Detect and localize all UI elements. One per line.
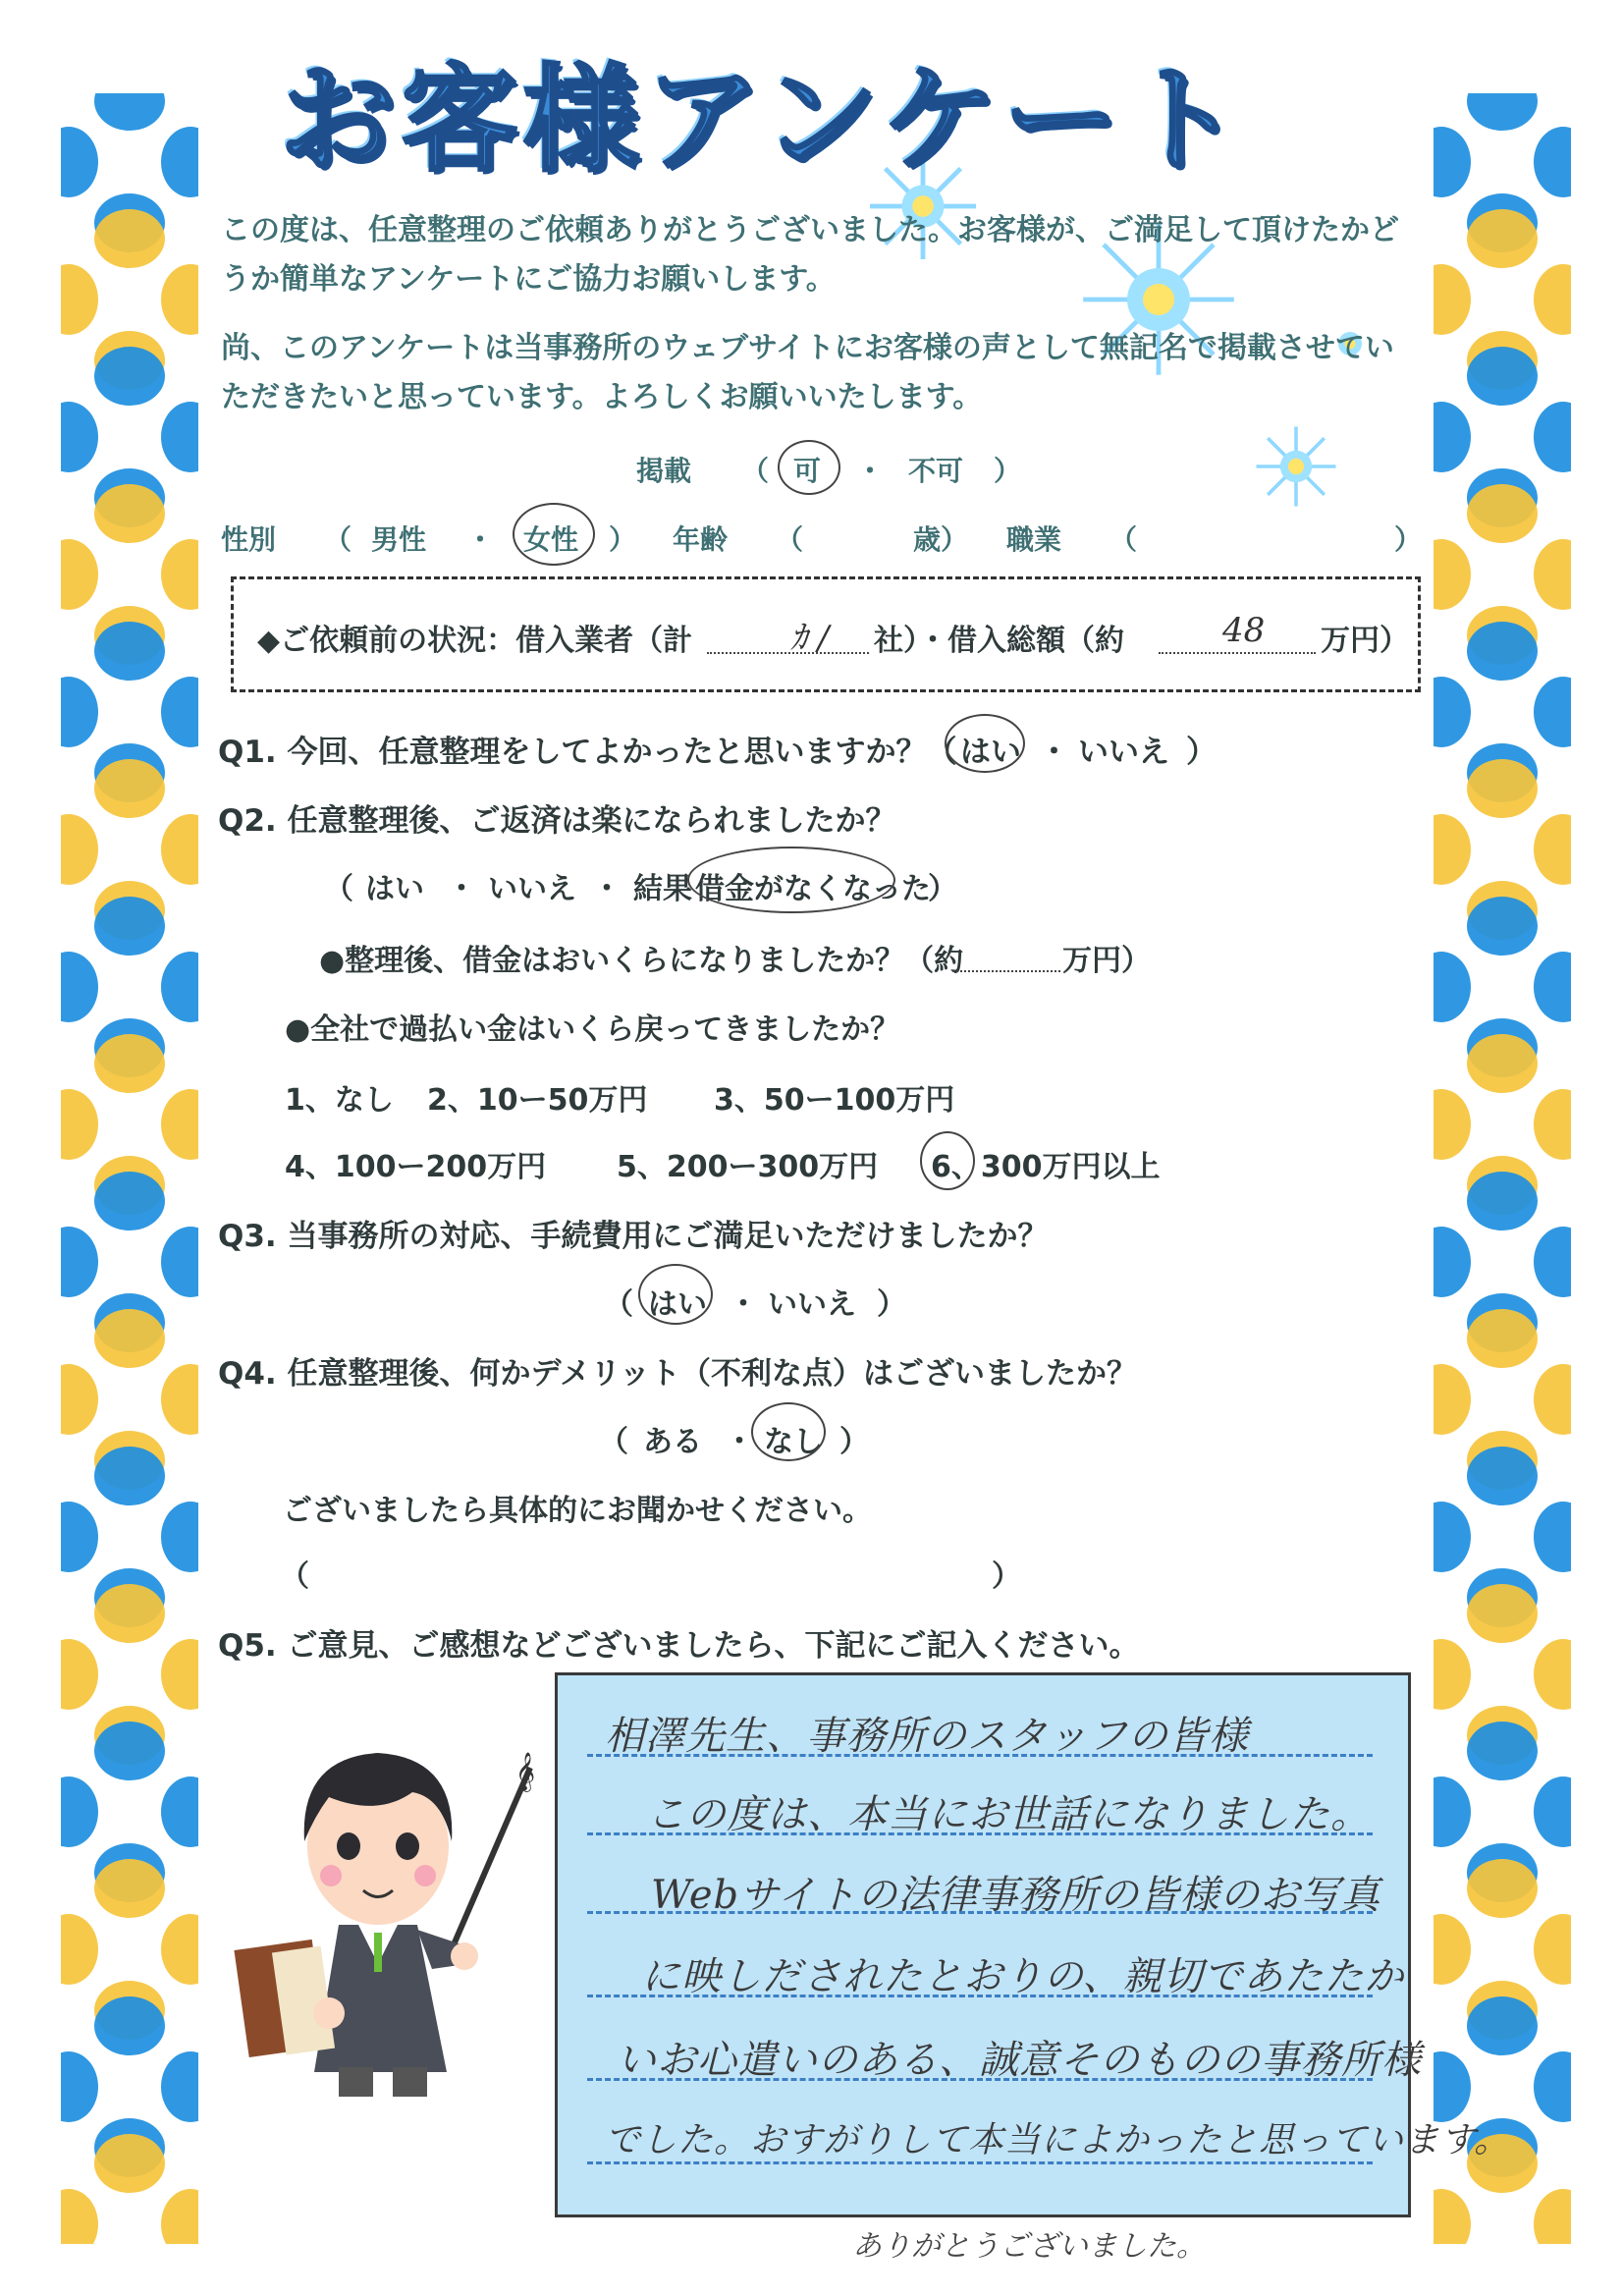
- amount-value: 48: [1222, 611, 1266, 650]
- q2-yes-option[interactable]: はい: [365, 872, 424, 906]
- paren: （: [741, 455, 770, 487]
- q4-text: Q4. 任意整理後、何かデメリット（不利な点）はございましたか？: [218, 1356, 1138, 1392]
- petal-ornament: [61, 2134, 198, 2244]
- intro-line: この度は、任意整理のご依頼ありがとうございました。お客様が、ご満足して頂けたかど: [221, 213, 1399, 247]
- comment-line: Webサイトの法律事務所の皆様のお写真: [651, 1873, 1381, 1918]
- q2-remaining: ●整理後、借金はおいくらになりましたか？（約: [319, 944, 964, 978]
- paren: ）: [994, 455, 1022, 487]
- q2-refund: ●全社で過払い金はいくら戻ってきましたか？: [285, 1012, 900, 1047]
- gender-female-option[interactable]: 女性: [523, 523, 579, 556]
- paren: ）: [609, 523, 637, 556]
- svg-text:𝄞: 𝄞: [515, 1752, 536, 1791]
- comment-textarea[interactable]: [555, 1672, 1511, 2217]
- refund-option[interactable]: 3、50ー100万円: [714, 1083, 955, 1118]
- q2-no-option[interactable]: いいえ: [488, 872, 576, 906]
- separator: ・: [466, 523, 495, 556]
- paren: ）: [877, 1287, 906, 1322]
- remaining-field[interactable]: [952, 970, 1060, 972]
- age-unit: 歳）: [913, 523, 969, 556]
- selection-circle: [945, 714, 1025, 773]
- age-label: 年齢: [673, 523, 729, 556]
- paren: （: [604, 1287, 633, 1322]
- selection-circle: [687, 847, 895, 913]
- q2-text: Q2. 任意整理後、ご返済は楽になられましたか？: [218, 803, 896, 839]
- sparkle-icon: [1252, 422, 1340, 511]
- job-label: 職業: [1006, 523, 1062, 556]
- paren: （: [1109, 523, 1138, 556]
- refund-option[interactable]: 2、10ー50万円: [427, 1083, 648, 1118]
- amount-unit: 万円）: [1321, 624, 1409, 658]
- companies-field[interactable]: [707, 652, 869, 654]
- selection-circle: [751, 1402, 826, 1461]
- comment-line: いお心遣いのある、誠意そのものの事務所様: [617, 2038, 1422, 2083]
- gender-label: 性別: [221, 523, 277, 556]
- refund-option[interactable]: 4、100ー200万円: [285, 1150, 547, 1184]
- decorative-border-right: [1434, 93, 1571, 2244]
- intro-line: 尚、このアンケートは当事務所のウェブサイトにお客様の声として無記名で掲載させてい: [221, 331, 1394, 365]
- paren: ）: [928, 872, 957, 906]
- paren: （: [324, 872, 353, 906]
- status-lead: ◆ご依頼前の状況：借入業者（計: [257, 624, 693, 658]
- q1-no-option[interactable]: いいえ: [1078, 735, 1169, 770]
- refund-option[interactable]: 5、200ー300万円: [617, 1150, 879, 1184]
- q3-yes-option[interactable]: はい: [648, 1287, 707, 1322]
- paren: （: [280, 1559, 309, 1594]
- publish-label: 掲載: [636, 455, 692, 487]
- separator: ・: [856, 455, 885, 487]
- publish-yes-option[interactable]: 可: [793, 455, 822, 487]
- refund-option-selected[interactable]: 6、300万円以上: [931, 1150, 1161, 1184]
- comment-line: に映しだされたとおりの、親切であたたか: [641, 1954, 1405, 1999]
- intro-line: ただきたいと思っています。よろしくお願いいたします。: [221, 380, 983, 414]
- paren: ）: [839, 1425, 869, 1459]
- q4-detail: ございましたら具体的にお聞かせください。: [283, 1494, 872, 1528]
- q5-text: Q5. ご意見、ご感想などございましたら、下記にご記入ください。: [218, 1628, 1140, 1664]
- q2-result-prefix: 結果: [633, 872, 692, 906]
- lawyer-mascot-illustration: [221, 1699, 545, 2111]
- separator: ・: [725, 1425, 754, 1459]
- separator: ・: [447, 872, 476, 906]
- paren: （: [776, 523, 804, 556]
- q1-yes-option[interactable]: はい: [960, 735, 1021, 770]
- q4-yes-option[interactable]: ある: [643, 1425, 702, 1459]
- refund-option[interactable]: 1、なし: [285, 1083, 394, 1118]
- separator: ・: [592, 872, 622, 906]
- q4-no-option[interactable]: なし: [764, 1425, 823, 1459]
- q1-text: Q1. 今回、任意整理をしてよかったと思いますか？（: [218, 735, 957, 770]
- publish-no-option[interactable]: 不可: [908, 455, 964, 487]
- intro-line: うか簡単なアンケートにご協力お願いします。: [221, 262, 836, 297]
- companies-value: ｶ /: [790, 619, 830, 658]
- selection-circle: [513, 503, 595, 566]
- separator: ・: [729, 1287, 758, 1322]
- selection-circle: [778, 440, 840, 495]
- q3-no-option[interactable]: いいえ: [768, 1287, 856, 1322]
- amount-field[interactable]: [1159, 652, 1316, 654]
- selection-circle: [920, 1131, 975, 1190]
- separator: ・: [1039, 735, 1069, 770]
- comment-line: でした。おすがりして本当によかったと思っています。: [605, 2120, 1511, 2160]
- paren: ）: [1394, 523, 1423, 556]
- decorative-border-left: [61, 93, 198, 2244]
- comment-line: この度は、本当にお世話になりました。: [646, 1792, 1371, 1837]
- gender-male-option[interactable]: 男性: [371, 523, 427, 556]
- comment-line: 相澤先生、事務所のスタッフの皆様: [605, 1714, 1249, 1759]
- q3-text: Q3. 当事務所の対応、手続費用にご満足いただけましたか？: [218, 1219, 1049, 1254]
- companies-unit: 社）・借入総額（約: [874, 624, 1124, 658]
- paren: （: [324, 523, 352, 556]
- page-title: お客様アンケート: [280, 52, 1247, 188]
- paren: ）: [1186, 735, 1217, 770]
- handwritten-thanks: ありがとうございました。: [852, 2229, 1206, 2264]
- selection-circle: [638, 1264, 713, 1325]
- paren: （: [599, 1425, 628, 1459]
- q2-remaining-unit: 万円）: [1062, 944, 1151, 978]
- q2-result-option[interactable]: 借金がなくなった: [695, 872, 931, 906]
- paren: ）: [992, 1559, 1021, 1594]
